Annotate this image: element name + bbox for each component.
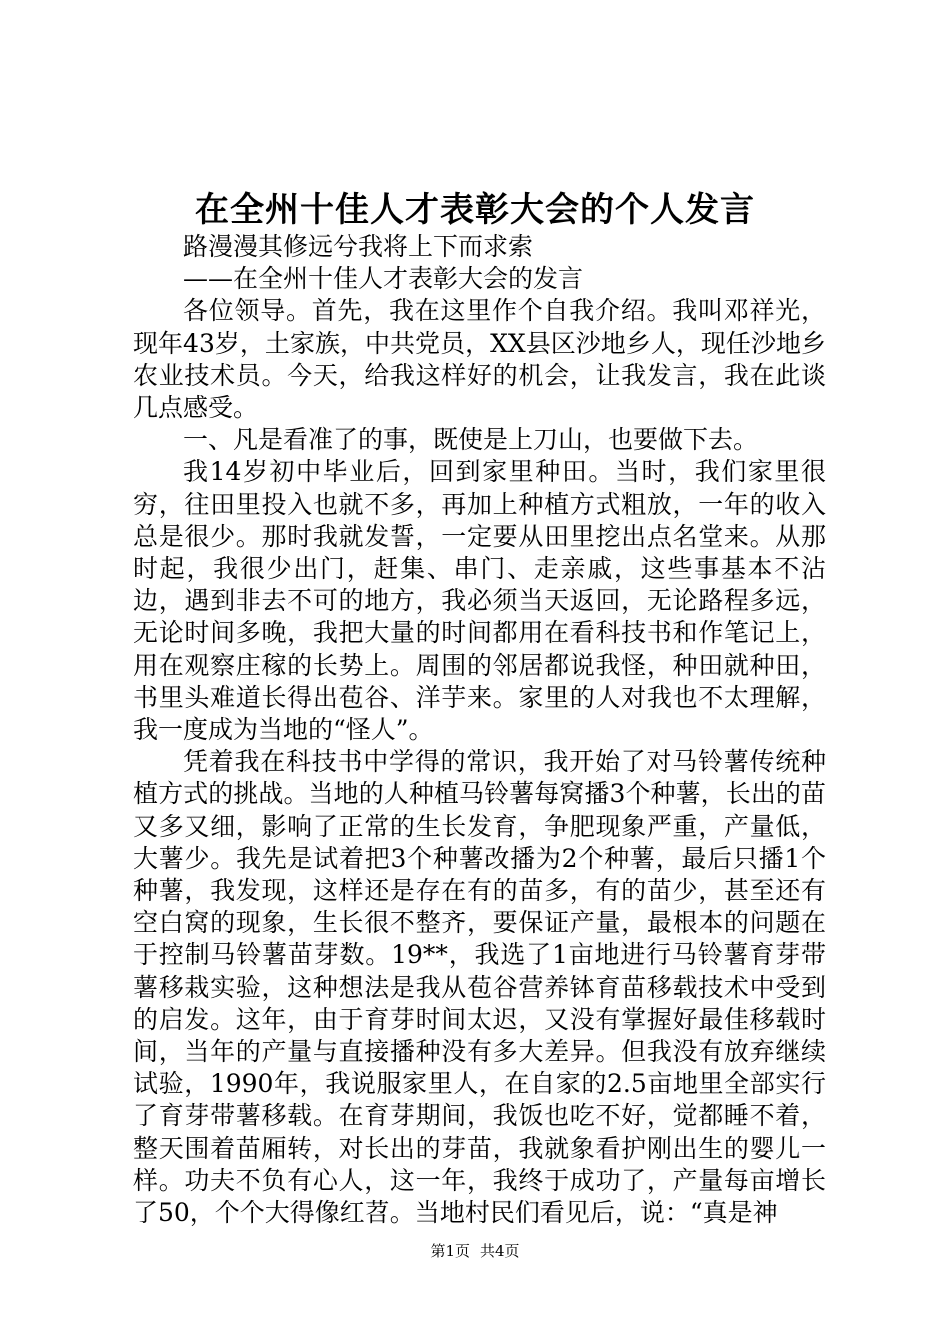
section-heading: 一、凡是看准了的事，既使是上刀山，也要做下去。 bbox=[183, 425, 759, 455]
document-body bbox=[133, 231, 826, 1229]
page-footer bbox=[0, 1241, 950, 1261]
subtitle-line: 路漫漫其修远兮我将上下而求索 bbox=[183, 232, 534, 261]
body-paragraph: 凭着我在科技书中学得的常识，我开始了对马铃薯传统种植方式的挑战。当地的人种植马铃薯每窝播3个种薯，长出的苗又多又细，影响了正常的生长发育，争肥现象严重，产量低，大薯少。我先是试着把3个种薯改播为2个种薯，最后只播1个种薯，我发现，这样还是存在有的苗多，有的苗少，甚至还有空白窝的现象，生长很不整齐，要保证产量，最根本的问题在于控制马铃薯苗芽数。19**，我选了1亩地进行马铃薯育芽带薯移栽实验，这种想法是我从苞谷营养钵育苗移载技术中受到的启发。这年，由于育芽时间太迟，又没有掌握好最佳移载时间，当年的产量与直接播种没有多大差异。但我没有放弃继续试验，1990年，我说服家里人，在自家的2.5亩地里全部实行了育芽带薯移载。在育芽期间，我饭也吃不好，觉都睡不着，整天围着苗厢转，对长出的芽苗，我就象看护刚出生的婴儿一样。功夫不负有心人，这一年，我终于成功了，产量每亩增长了50，个个大得像红苕。当地村民们看见后，说：“真是神 bbox=[133, 747, 826, 1228]
body-paragraph: 我14岁初中毕业后，回到家里种田。当时，我们家里很穷，往田里投入也就不多，再加上种植方式粗放，一年的收入总是很少。那时我就发誓，一定要从田里挖出点名堂来。从那时起，我很少出门，赶集、串门、走亲戚，这些事基本不沾边，遇到非去不可的地方，我必须当天返回，无论路程多远，无论时间多晚，我把大量的时间都用在看科技书和作笔记上，用在观察庄稼的长势上。周围的邻居都说我怪，种田就种田，书里头难道长得出苞谷、洋芋来。家里的人对我也不太理解，我一度成为当地的“怪人”。 bbox=[133, 457, 826, 745]
page-total: 共4页 bbox=[480, 1242, 520, 1260]
document-title: 在全州十佳人才表彰大会的个人发言 bbox=[195, 190, 755, 230]
subtitle-line: ——在全州十佳人才表彰大会的发言 bbox=[183, 264, 584, 294]
page-number: 第1页 bbox=[430, 1242, 470, 1260]
body-paragraph: 各位领导。首先，我在这里作个自我介绍。我叫邓祥光，现年43岁，土家族，中共党员，XX县区沙地乡人，现任沙地乡农业技术员。今天，给我这样好的机会，让我发言，我在此谈几点感受。 bbox=[133, 296, 826, 423]
